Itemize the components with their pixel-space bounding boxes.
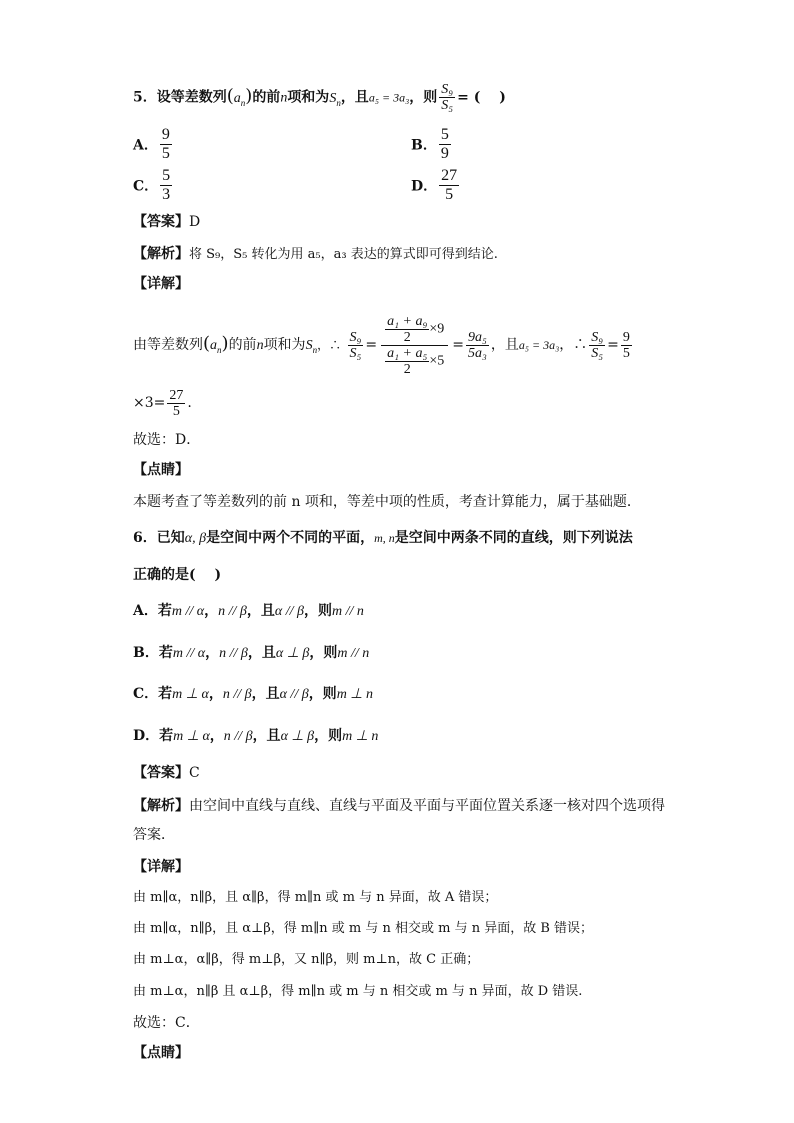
q5-answer: 【答案】D [133,214,201,230]
q6-detail-line-2: 由 m∥α，n∥β，且 α⊥β，得 m∥n 或 m 与 n 相交或 m 与 n 异面，故 B 错误； [133,921,594,936]
q6-detail-line-3: 由 m⊥α，α∥β，得 m⊥β，又 n∥β，则 m⊥n，故 C 正确； [133,952,480,967]
q6-option-b: B．若m // α，n // β，且α ⊥ β，则m // n [133,645,370,661]
q5-option-d: D． $\frac{27}{5}$ [411,167,458,203]
q6-note-tag: 【点睛】 [133,1045,189,1061]
q6-option-a: A．若m // α，n // β，且α // β，则m // n [133,603,364,619]
q5-option-a: A． $\frac{9}{5}$ [133,126,170,162]
q5-detail-tag: 【详解】 [133,276,189,292]
q5-ratio: $\frac{\text{S₉}}{\text{S₅}}$ [441,82,454,113]
q6-stem: 6．已知α, β是空间中两个不同的平面，m, n是空间中两条不同的直线，则下列说法 [133,530,633,546]
q5-choose: 故选：D． [133,432,201,448]
q6-detail-line-4: 由 m⊥α，n∥β 且 α⊥β，得 m∥n 或 m 与 n 相交或 m 与 n 异面，故 D 错误. [133,984,583,999]
q5-note: 本题考查了等差数列的前 n 项和，等差中项的性质，考查计算能力，属于基础题． [133,494,641,510]
q5-option-c: C． $\frac{5}{3}$ [133,167,171,203]
q6-answer: 【答案】C [133,765,200,781]
q5-detail-continued: ×3= $\frac{27}{5}$ . [133,387,192,419]
q5-stem-text: 项和为 [287,89,330,106]
q5-stem-text: ，则 [409,89,438,106]
q5-stem-text: = ( ) [457,89,506,106]
q6-detail-tag: 【详解】 [133,859,189,875]
q5-note-tag: 【点睛】 [133,462,189,478]
q5-detail-equation: 由等差数列$(a_n)$的前n项和为$S_n$，∴ $\frac{\text{S₉}}{\text{S₅}}$ = $\frac{\text{a₁ + a₉}}{2}$ ×9 $\frac{\text{a₁ + a₅}}{2}$ ×5 = $\frac{\text{9a₅}}{\text{5a₃}}$ ，且a₅ = 3a₃，∴ $\frac{\text{S₉}}{\text{S₅}}$ = $\frac{9}{5}$ [133,313,630,377]
q6-analysis: 【解析】由空间中直线与直线、直线与平面及平面与平面位置关系逐一核对四个选项得 [133,798,665,814]
q6-option-c: C．若m ⊥ α，n // β，且α // β，则m ⊥ n [133,686,373,702]
q5-stem-text: 5．设等差数列 [133,89,227,106]
q6-option-d: D．若m ⊥ α，n // β，且α ⊥ β，则m ⊥ n [133,728,379,744]
q6-stem-continued: 正确的是( ) [133,567,222,583]
q5-n: n [280,90,288,106]
q6-detail-line-1: 由 m∥α，n∥β，且 α∥β，得 m∥n 或 m 与 n 异面，故 A 错误； [133,890,498,905]
q6-choose: 故选：C． [133,1015,200,1031]
q5-seq: $a_n$ [233,90,246,108]
q5-sn: $S_n$ [329,90,341,108]
q5-stem-text: ，且 [340,89,369,106]
q5-analysis: 【解析】将 S₉，S₅ 转化为用 a₅，a₃ 表达的算式即可得到结论. [133,246,498,262]
q5-stem: 5．设等差数列$(a_n)$的前n项和为$S_n$，且a₅ = 3a₃，则 $\frac{\text{S₉}}{\text{S₅}}$ = ( ) [133,82,506,113]
q5-condition: a₅ = 3a₃ [368,90,410,105]
q5-option-b: B． $\frac{5}{9}$ [411,126,449,162]
q5-stem-text: 的前 [252,89,281,106]
q6-analysis-continued: 答案． [133,827,175,843]
